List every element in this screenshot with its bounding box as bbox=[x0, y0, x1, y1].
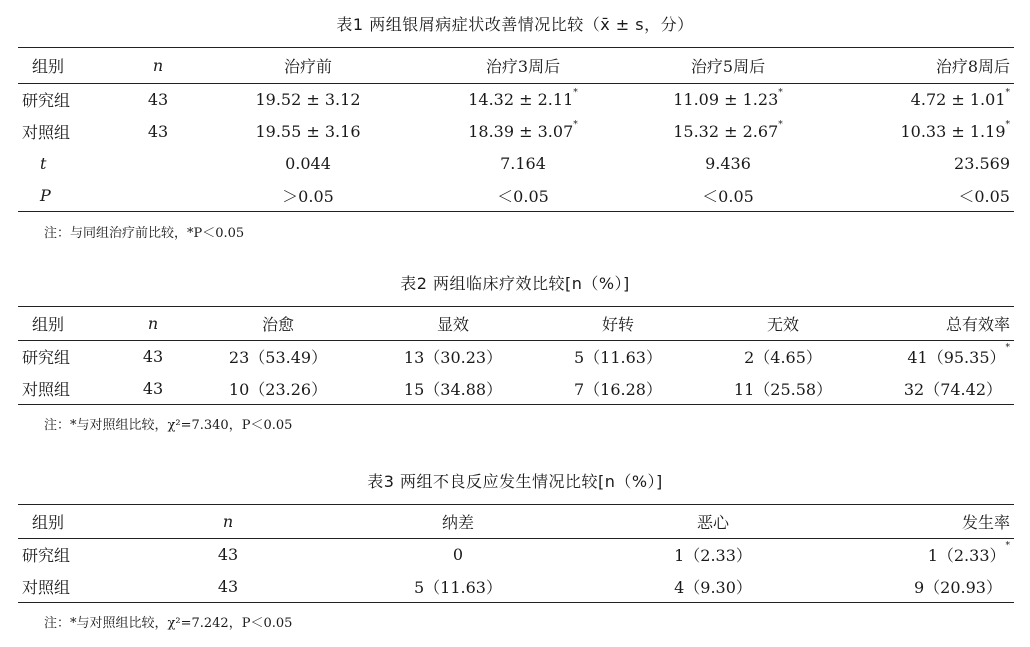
table1 bbox=[18, 47, 1014, 212]
table1-cell: 0.044 bbox=[285, 154, 331, 173]
significance-mark: * bbox=[1005, 541, 1010, 552]
table3-cell: 0 bbox=[452, 545, 464, 565]
significance-mark: * bbox=[1005, 120, 1010, 130]
table1-value: 15.32 ± 2.67 bbox=[673, 122, 779, 141]
table1-cell-starred bbox=[828, 84, 1014, 116]
table1-cell: ＜0.05 bbox=[702, 186, 754, 206]
table1-value: 4.72 ± 1.01 bbox=[910, 90, 1006, 110]
significance-mark: * bbox=[778, 120, 783, 130]
table2-header-total: 总有效率 bbox=[945, 315, 1010, 334]
table1-cell: 23.569 bbox=[954, 154, 1010, 173]
table3-value: 1（2.33） bbox=[927, 546, 1006, 566]
table-row bbox=[18, 571, 1014, 603]
table2-header-n: n bbox=[147, 314, 159, 333]
table-row bbox=[18, 539, 1014, 571]
table3-header-n: n bbox=[222, 512, 234, 531]
table1-cell: 对照组 bbox=[22, 123, 71, 142]
table2-cell: 7（16.28） bbox=[574, 379, 662, 399]
table2-cell: 11（25.58） bbox=[733, 379, 833, 399]
table2-cell: 2（4.65） bbox=[744, 348, 822, 368]
table2-cell: 10（23.26） bbox=[228, 379, 328, 399]
table3-header-rate: 发生率 bbox=[961, 513, 1010, 532]
table2-cell: 32（74.42） bbox=[903, 379, 1002, 399]
table3-caption: 表3 两组不良反应发生情况比较[n（%）] bbox=[367, 472, 663, 491]
table3-cell: 9（20.93） bbox=[914, 577, 1002, 597]
table2-cell: 43 bbox=[142, 347, 164, 367]
table1-cell-starred bbox=[418, 84, 628, 116]
table2-cell: 13（30.23） bbox=[403, 348, 503, 368]
table3-cell: 对照组 bbox=[22, 577, 71, 597]
table1-stat-label: P bbox=[40, 185, 51, 205]
table1-note: 注：与同组治疗前比较，*P＜0.05 bbox=[44, 226, 245, 241]
table3-cell: 4（9.30） bbox=[674, 577, 752, 597]
table3-cell: 1（2.33） bbox=[674, 546, 752, 566]
table3-cell: 43 bbox=[217, 576, 239, 596]
table3 bbox=[18, 504, 1014, 603]
table3-cell: 研究组 bbox=[22, 546, 71, 566]
table3-note: 注：*与对照组比较，χ²=7.242，P＜0.05 bbox=[44, 616, 293, 631]
table-row bbox=[18, 341, 1014, 373]
table1-header-group: 组别 bbox=[32, 57, 65, 76]
table2-header-row bbox=[18, 307, 1014, 341]
table1-cell: ＜0.05 bbox=[497, 186, 549, 206]
table2-header-cured: 治愈 bbox=[261, 315, 294, 334]
table1-header-week3: 治疗3周后 bbox=[485, 57, 561, 76]
table2-cell: 5（11.63） bbox=[574, 348, 662, 368]
table1-header-n: n bbox=[152, 56, 164, 75]
table1-header-pre: 治疗前 bbox=[283, 57, 332, 76]
table2-header-group: 组别 bbox=[32, 315, 65, 334]
table1-header-week8: 治疗8周后 bbox=[935, 57, 1010, 76]
table1-stat-label: t bbox=[40, 154, 47, 173]
table1-cell bbox=[118, 180, 198, 212]
table3-cell: 43 bbox=[217, 545, 239, 565]
table2-header-ineffective: 无效 bbox=[766, 315, 799, 334]
table1-header-week5: 治疗5周后 bbox=[690, 57, 766, 76]
table3-header-nausea: 恶心 bbox=[696, 513, 729, 532]
table1-cell-starred bbox=[628, 84, 828, 116]
table1-cell: 9.436 bbox=[705, 154, 751, 173]
significance-mark: * bbox=[573, 120, 578, 130]
table-row bbox=[18, 180, 1014, 212]
significance-mark: * bbox=[778, 88, 783, 99]
table1-cell: ＞0.05 bbox=[282, 186, 334, 206]
table2-cell: 43 bbox=[142, 378, 164, 398]
table3-cell: 5（11.63） bbox=[414, 577, 502, 597]
table1-cell: 研究组 bbox=[22, 91, 71, 111]
table1-cell bbox=[118, 148, 198, 180]
table1-cell: 19.55 ± 3.16 bbox=[255, 122, 361, 141]
table1-header-row bbox=[18, 48, 1014, 84]
table1-caption: 表1 两组银屑病症状改善情况比较（x̄ ± s，分） bbox=[336, 15, 694, 34]
table2-header-marked: 显效 bbox=[436, 315, 469, 334]
table2-cell: 23（53.49） bbox=[228, 348, 328, 368]
table1-cell-starred bbox=[418, 116, 628, 148]
table1-cell: 43 bbox=[147, 90, 169, 110]
significance-mark: * bbox=[1005, 88, 1010, 99]
table3-cell-starred bbox=[818, 539, 1014, 571]
table2-header-improved: 好转 bbox=[601, 315, 634, 334]
table2 bbox=[18, 306, 1014, 405]
table1-cell: 19.52 ± 3.12 bbox=[255, 90, 361, 110]
table3-header-anorexia: 纳差 bbox=[441, 513, 474, 532]
table-row bbox=[18, 373, 1014, 405]
table2-cell: 研究组 bbox=[22, 348, 71, 368]
table1-cell-starred bbox=[828, 116, 1014, 148]
table2-cell-starred bbox=[868, 341, 1014, 373]
table1-value: 10.33 ± 1.19 bbox=[900, 122, 1006, 141]
table1-value: 18.39 ± 3.07 bbox=[468, 122, 574, 141]
table-row bbox=[18, 116, 1014, 148]
table2-caption: 表2 两组临床疗效比较[n（%）] bbox=[400, 274, 630, 293]
table3-header-row bbox=[18, 505, 1014, 539]
table1-value: 14.32 ± 2.11 bbox=[468, 90, 574, 110]
table2-cell: 15（34.88） bbox=[403, 379, 503, 399]
table2-note: 注：*与对照组比较，χ²=7.340，P＜0.05 bbox=[44, 418, 293, 433]
table1-cell: ＜0.05 bbox=[958, 186, 1010, 206]
significance-mark: * bbox=[1005, 343, 1010, 354]
significance-mark: * bbox=[573, 88, 578, 99]
table1-cell: 7.164 bbox=[500, 154, 546, 173]
table-row bbox=[18, 84, 1014, 116]
table1-value: 11.09 ± 1.23 bbox=[673, 90, 779, 110]
table2-value: 41（95.35） bbox=[907, 348, 1006, 368]
table-row bbox=[18, 148, 1014, 180]
table3-header-group: 组别 bbox=[32, 513, 65, 532]
table2-cell: 对照组 bbox=[22, 379, 71, 399]
table1-cell-starred bbox=[628, 116, 828, 148]
table1-cell: 43 bbox=[147, 122, 169, 141]
